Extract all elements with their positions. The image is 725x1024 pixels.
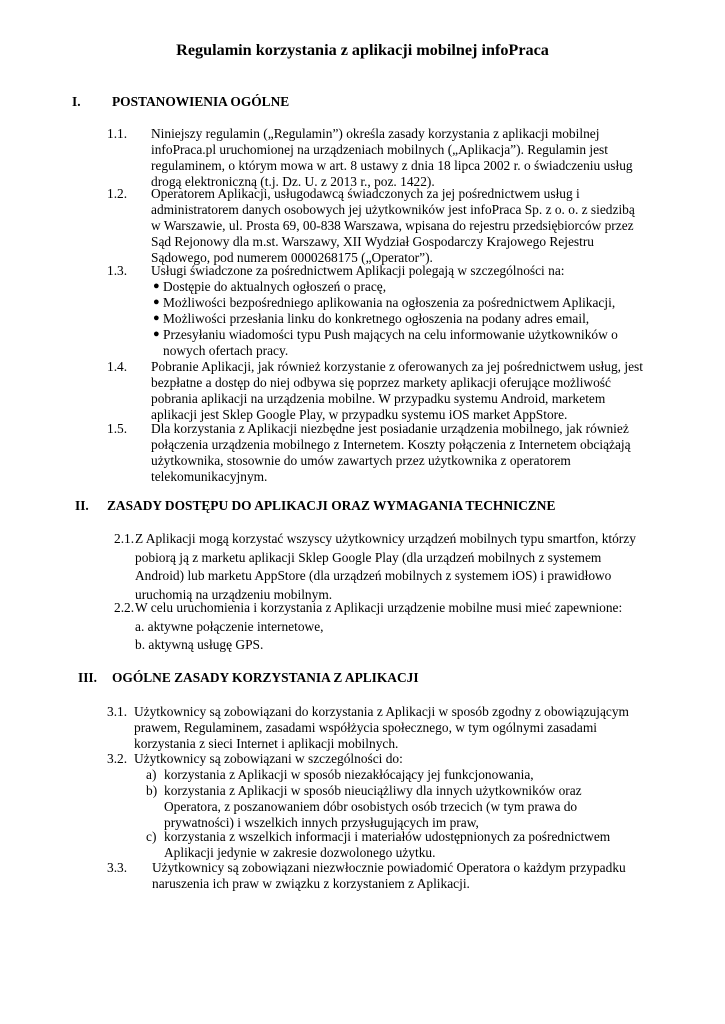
list-item-text: korzystania z Aplikacji w sposób nieuciążliwy dla innych użytkowników oraz Operatora, z poszanowaniem dóbr osobistych osób trzecich (w tym prawa do prywatności) i wszelkich innych przysługujących im praw,	[164, 783, 582, 830]
section-number: I.	[72, 94, 81, 109]
list-item-number: c)	[146, 829, 157, 844]
list-item-text: Przesyłaniu wiadomości typu Push mających na celu informowanie użytkowników o nowych ofertach pracy.	[163, 327, 618, 358]
list-item-text: Możliwości przesłania linku do konkretnego ogłoszenia na podany adres email,	[163, 311, 590, 326]
paragraph	[107, 704, 647, 752]
paragraph-number: 3.3.	[107, 860, 128, 875]
list-item-number: b)	[146, 783, 158, 798]
list-item-text: korzystania z wszelkich informacji i materiałów udostępnionych za pośrednictwem Aplikacji jedynie w zakresie dozwolonego użytku.	[164, 829, 611, 860]
list-item	[146, 829, 646, 861]
bullet-icon: ●	[153, 296, 160, 308]
paragraph-text: Pobranie Aplikacji, jak również korzystanie z oferowanych za jej pośrednictwem usług, jest bezpłatne a dostęp do niej odbywa się poprzez markety aplikacji oferujące możliwość pobrania aplikacji na urządzenia mobilne. W przypadku systemu Android, marketem aplikacji jest Sklep Google Play, w przypadku systemu iOS market AppStore.	[151, 359, 643, 422]
paragraph	[107, 751, 647, 767]
paragraph	[107, 359, 647, 423]
paragraph-text: W celu uruchomienia i korzystania z Aplikacji urządzenie mobilne musi mieć zapewnione:	[135, 600, 623, 615]
paragraph-text: Niniejszy regulamin („Regulamin”) określa zasady korzystania z aplikacji mobilnej infoPraca.pl uruchomionej na urządzeniach mobilnych („Aplikacja”). Regulamin jest regulaminem, o którym mowa w art. 8 ustawy z dnia 18 lipca 2002 r. o świadczeniu usług drogą elektroniczną (t.j. Dz. U. z 2013 r., poz. 1422).	[151, 126, 633, 189]
list-item	[146, 767, 646, 783]
paragraph	[107, 421, 647, 485]
paragraph-number: 1.3.	[107, 263, 128, 278]
paragraph-number: 3.1.	[107, 704, 128, 719]
list-item: b. aktywną usługę GPS.	[135, 637, 264, 652]
bullet-icon: ●	[153, 280, 160, 292]
paragraph-number: 1.5.	[107, 421, 128, 436]
paragraph	[114, 600, 644, 618]
section-title: OGÓLNE ZASADY KORZYSTANIA Z APLIKACJI	[112, 670, 419, 685]
paragraph	[107, 263, 647, 279]
section-number: III.	[78, 670, 97, 685]
list-item	[146, 783, 646, 831]
paragraph-text: Użytkownicy są zobowiązani do korzystania z Aplikacji w sposób zgodny z obowiązującym prawem, Regulaminem, zasadami współżycia społecznego, w tym ogólnymi zasadami korzystania z sieci Internet i aplikacji mobilnych.	[134, 704, 629, 751]
paragraph-text: Z Aplikacji mogą korzystać wszyscy użytkownicy urządzeń mobilnych typu smartfon, którzy pobiorą ją z marketu aplikacji Sklep Google Play (dla urządzeń mobilnych z systemem Android) lub marketu AppStore (dla urządzeń mobilnych z systemem iOS) i prawidłowo uruchomią na urządzeniu mobilnym.	[135, 531, 636, 602]
paragraph-text: Dla korzystania z Aplikacji niezbędne jest posiadanie urządzenia mobilnego, jak również połączenia urządzenia mobilnego z Internetem. Koszty połączenia z Internetem obciążają użytkownika, stosownie do umów zawartych przez użytkownika z operatorem telekomunikacyjnym.	[151, 421, 631, 484]
paragraph-text: Operatorem Aplikacji, usługodawcą świadczonych za jej pośrednictwem usług i administratorem danych osobowych jej użytkowników jest infoPraca Sp. z o. o. z siedzibą w Warszawie, ul. Prosta 69, 00-838 Warszawa, wpisana do rejestru przedsiębiorców przez Sąd Rejonowy dla m.st. Warszawy, XII Wydział Gospodarczy Krajowego Rejestru Sądowego, pod numerem 0000268175 („Operator”).	[151, 186, 635, 265]
paragraph	[107, 126, 637, 190]
list-item-text: Dostępie do aktualnych ogłoszeń o pracę,	[163, 279, 387, 294]
list-item-text: korzystania z Aplikacji w sposób niezakłócający jej funkcjonowania,	[164, 767, 534, 782]
paragraph	[107, 186, 647, 266]
paragraph-number: 1.1.	[107, 126, 128, 141]
list-item-number: a)	[146, 767, 157, 782]
paragraph-number: 1.4.	[107, 359, 128, 374]
paragraph-number: 2.1.	[114, 531, 135, 546]
paragraph-number: 3.2.	[107, 751, 128, 766]
list-item: a. aktywne połączenie internetowe,	[135, 619, 324, 634]
document-title: Regulamin korzystania z aplikacji mobilnej infoPraca	[176, 41, 549, 59]
paragraph-text: Użytkownicy są zobowiązani w szczególności do:	[134, 751, 403, 766]
paragraph	[107, 860, 647, 892]
paragraph-text: Usługi świadczone za pośrednictwem Aplikacji polegają w szczególności na:	[151, 263, 565, 278]
paragraph	[114, 530, 644, 602]
bullet-icon: ●	[153, 312, 160, 324]
list-item-text: Możliwości bezpośredniego aplikowania na ogłoszenia za pośrednictwem Aplikacji,	[163, 295, 616, 310]
section-title: ZASADY DOSTĘPU DO APLIKACJI ORAZ WYMAGANIA TECHNICZNE	[107, 498, 556, 513]
section-title: POSTANOWIENIA OGÓLNE	[112, 94, 290, 109]
bullet-icon: ●	[153, 328, 160, 340]
paragraph-number: 1.2.	[107, 186, 128, 201]
section-number: II.	[75, 498, 89, 513]
paragraph-text: Użytkownicy są zobowiązani niezwłocznie powiadomić Operatora o każdym przypadku naruszenia ich praw w związku z korzystaniem z Aplikacji.	[152, 860, 626, 891]
paragraph-number: 2.2.	[114, 600, 135, 615]
